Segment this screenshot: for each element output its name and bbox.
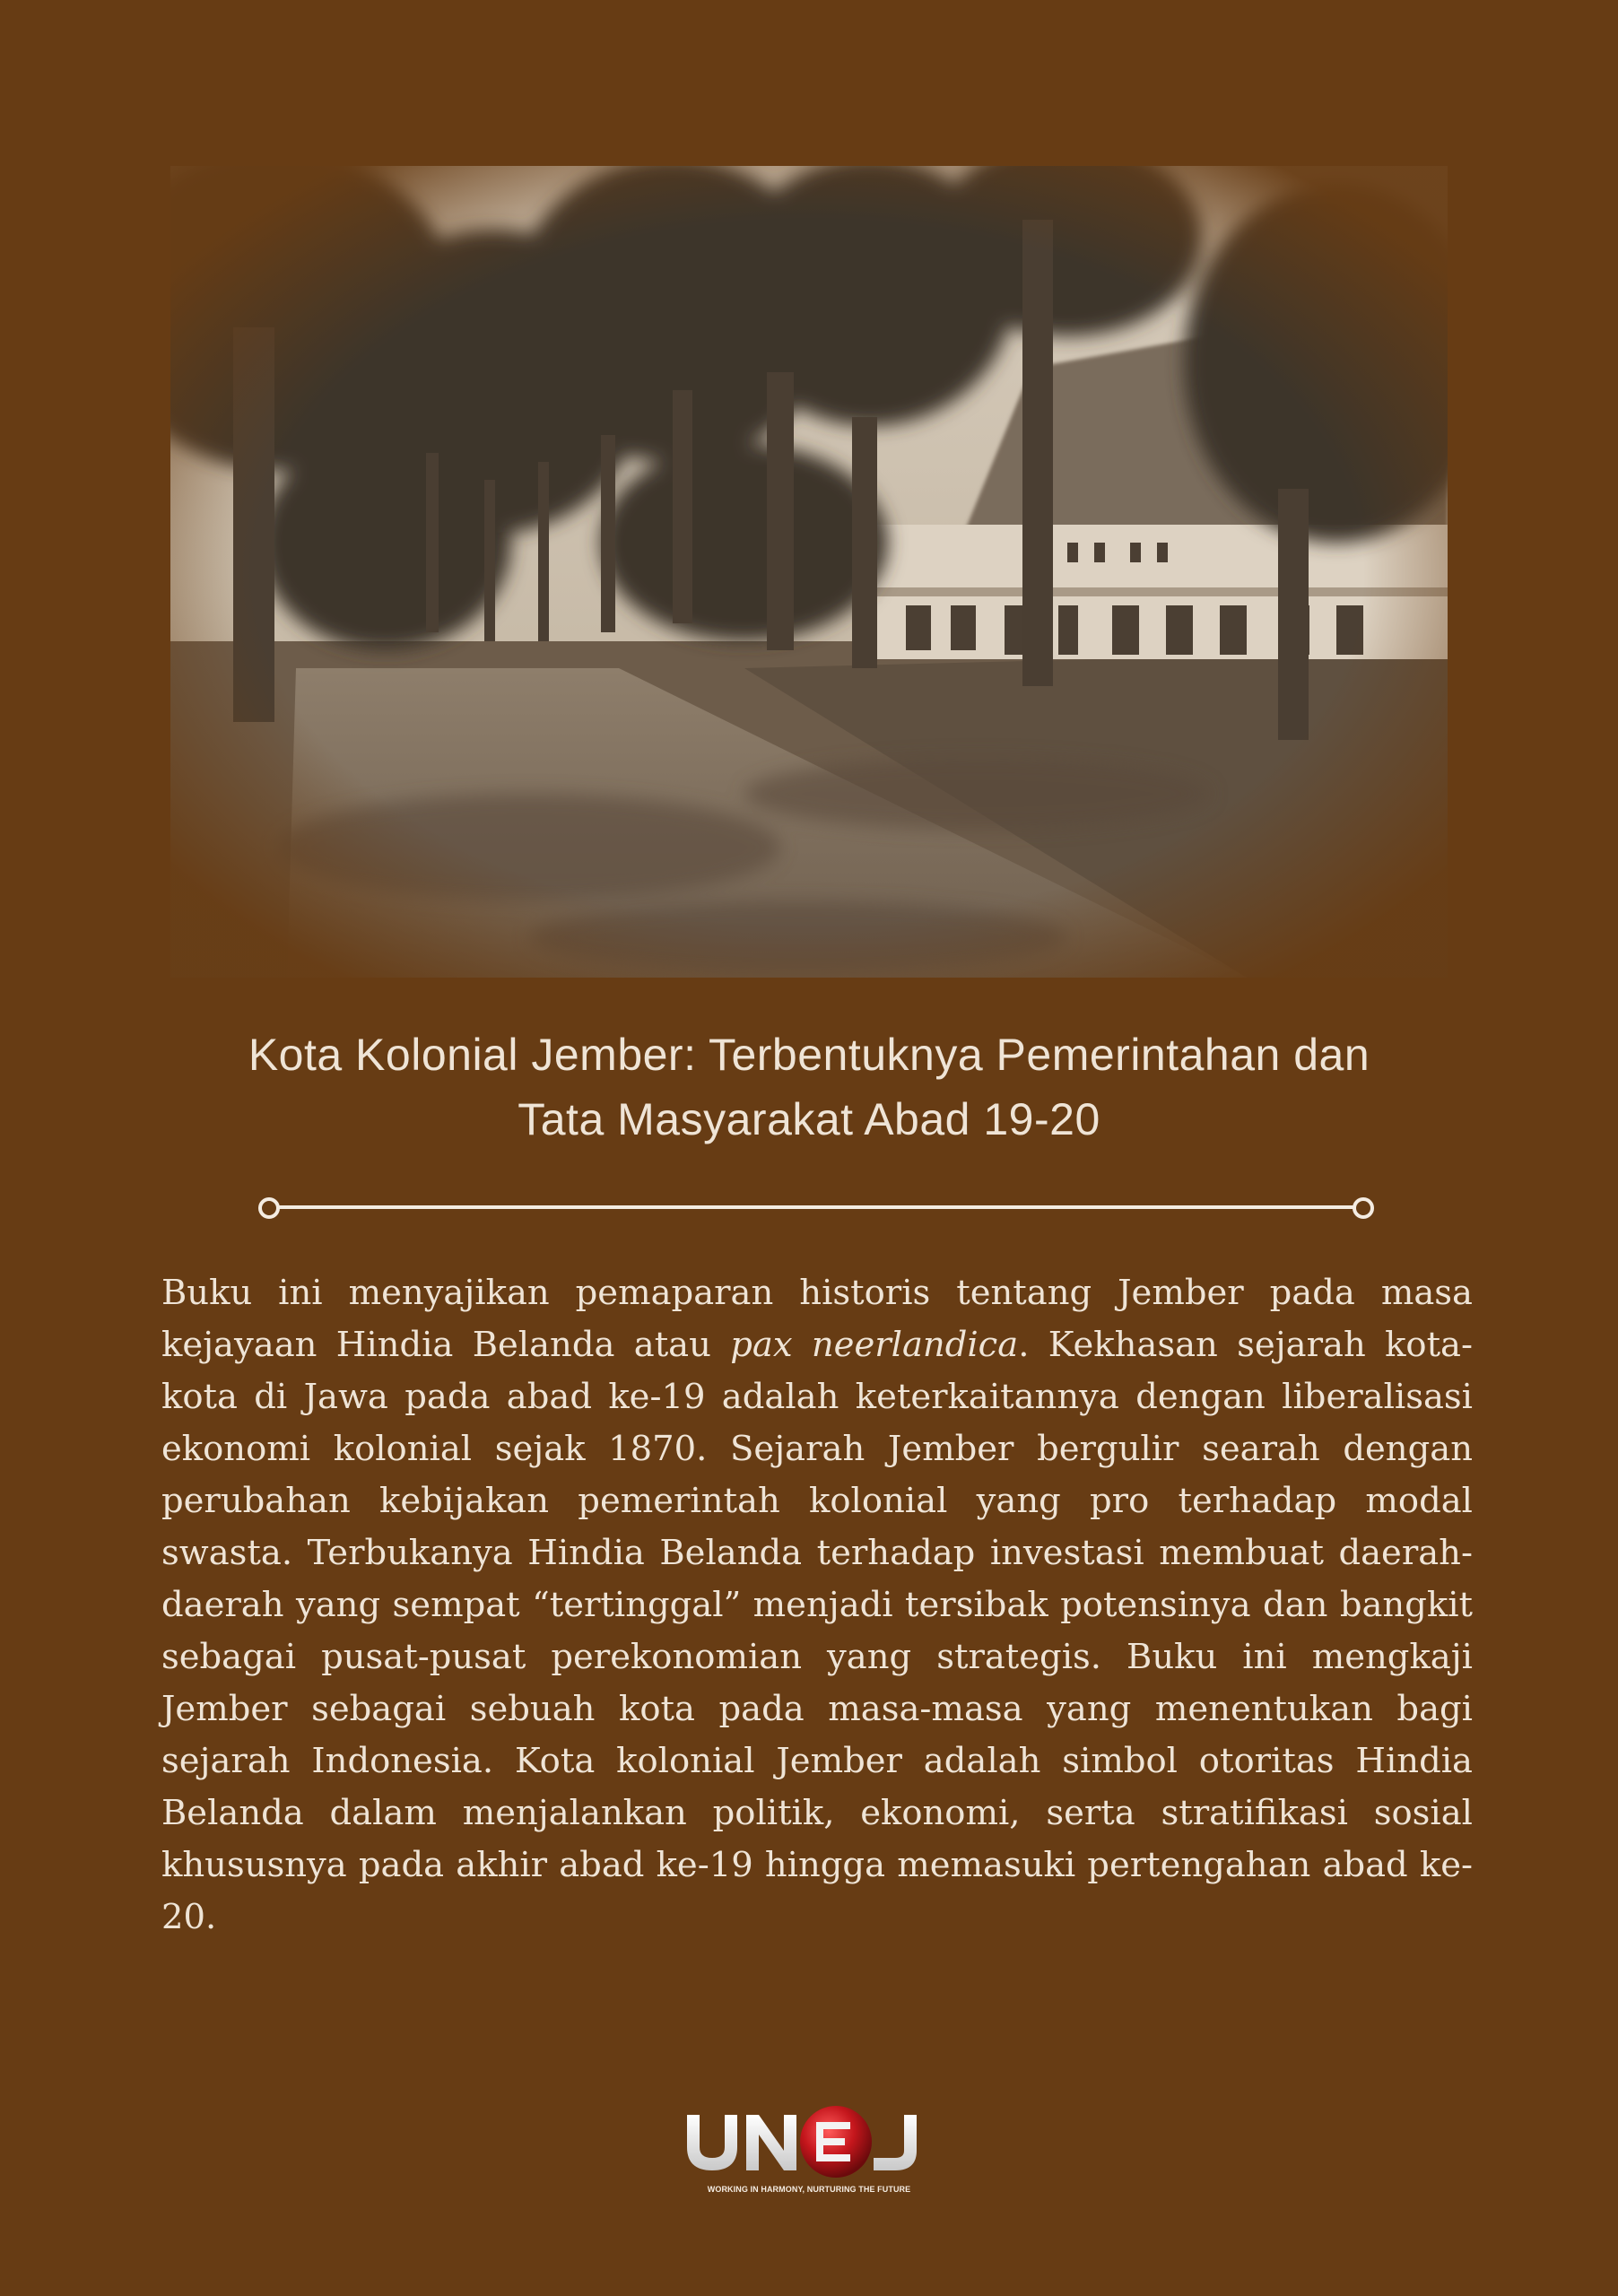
synopsis-italic-term: pax neerlandica (730, 1325, 1019, 1365)
divider-left-circle (258, 1197, 280, 1219)
book-title-line-2: Tata Masyarakat Abad 19-20 (518, 1094, 1100, 1144)
book-synopsis (161, 1267, 1473, 1944)
synopsis-text-1: Buku ini menyajikan pemaparan historis tentang Jember pada masa kejayaan Hindia Belanda atau (161, 1273, 1473, 1365)
divider-line (274, 1205, 1358, 1209)
synopsis-text-2: . Kekhasan sejarah kota-kota di Jawa pada abad ke-19 adalah keterkaitannya dengan liberalisasi ekonomi kolonial sejak 1870. Sejarah Jember bergulir searah dengan perubahan kebijakan pemerintah kolonial yang pro terhadap modal swasta. Terbukanya Hindia Belanda terhadap investasi membuat daerah-daerah yang sempat “tertinggal” menjadi tersibak potensinya dan bangkit sebagai pusat-pusat perekonomian yang strategis. Buku ini mengkaji Jember sebagai sebuah kota pada masa-masa yang menentukan bagi sejarah Indonesia. Kota kolonial Jember adalah simbol otoritas Hindia Belanda dalam menjalankan politik, ekonomi, serta stratifikasi sosial khususnya pada akhir abad ke-19 hingga memasuki pertengahan abad ke-20. (161, 1325, 1474, 1937)
unej-tagline: WORKING IN HARMONY, NURTURING THE FUTURE (707, 2185, 911, 2194)
book-title (144, 1022, 1474, 1152)
book-title-line-1: Kota Kolonial Jember: Terbentuknya Pemerintahan dan (248, 1030, 1370, 1080)
cover-photo (170, 166, 1448, 978)
title-divider (258, 1196, 1374, 1219)
unej-logo (683, 2095, 935, 2203)
divider-right-circle (1353, 1197, 1374, 1219)
unej-wordmark-graphic (683, 2095, 935, 2185)
